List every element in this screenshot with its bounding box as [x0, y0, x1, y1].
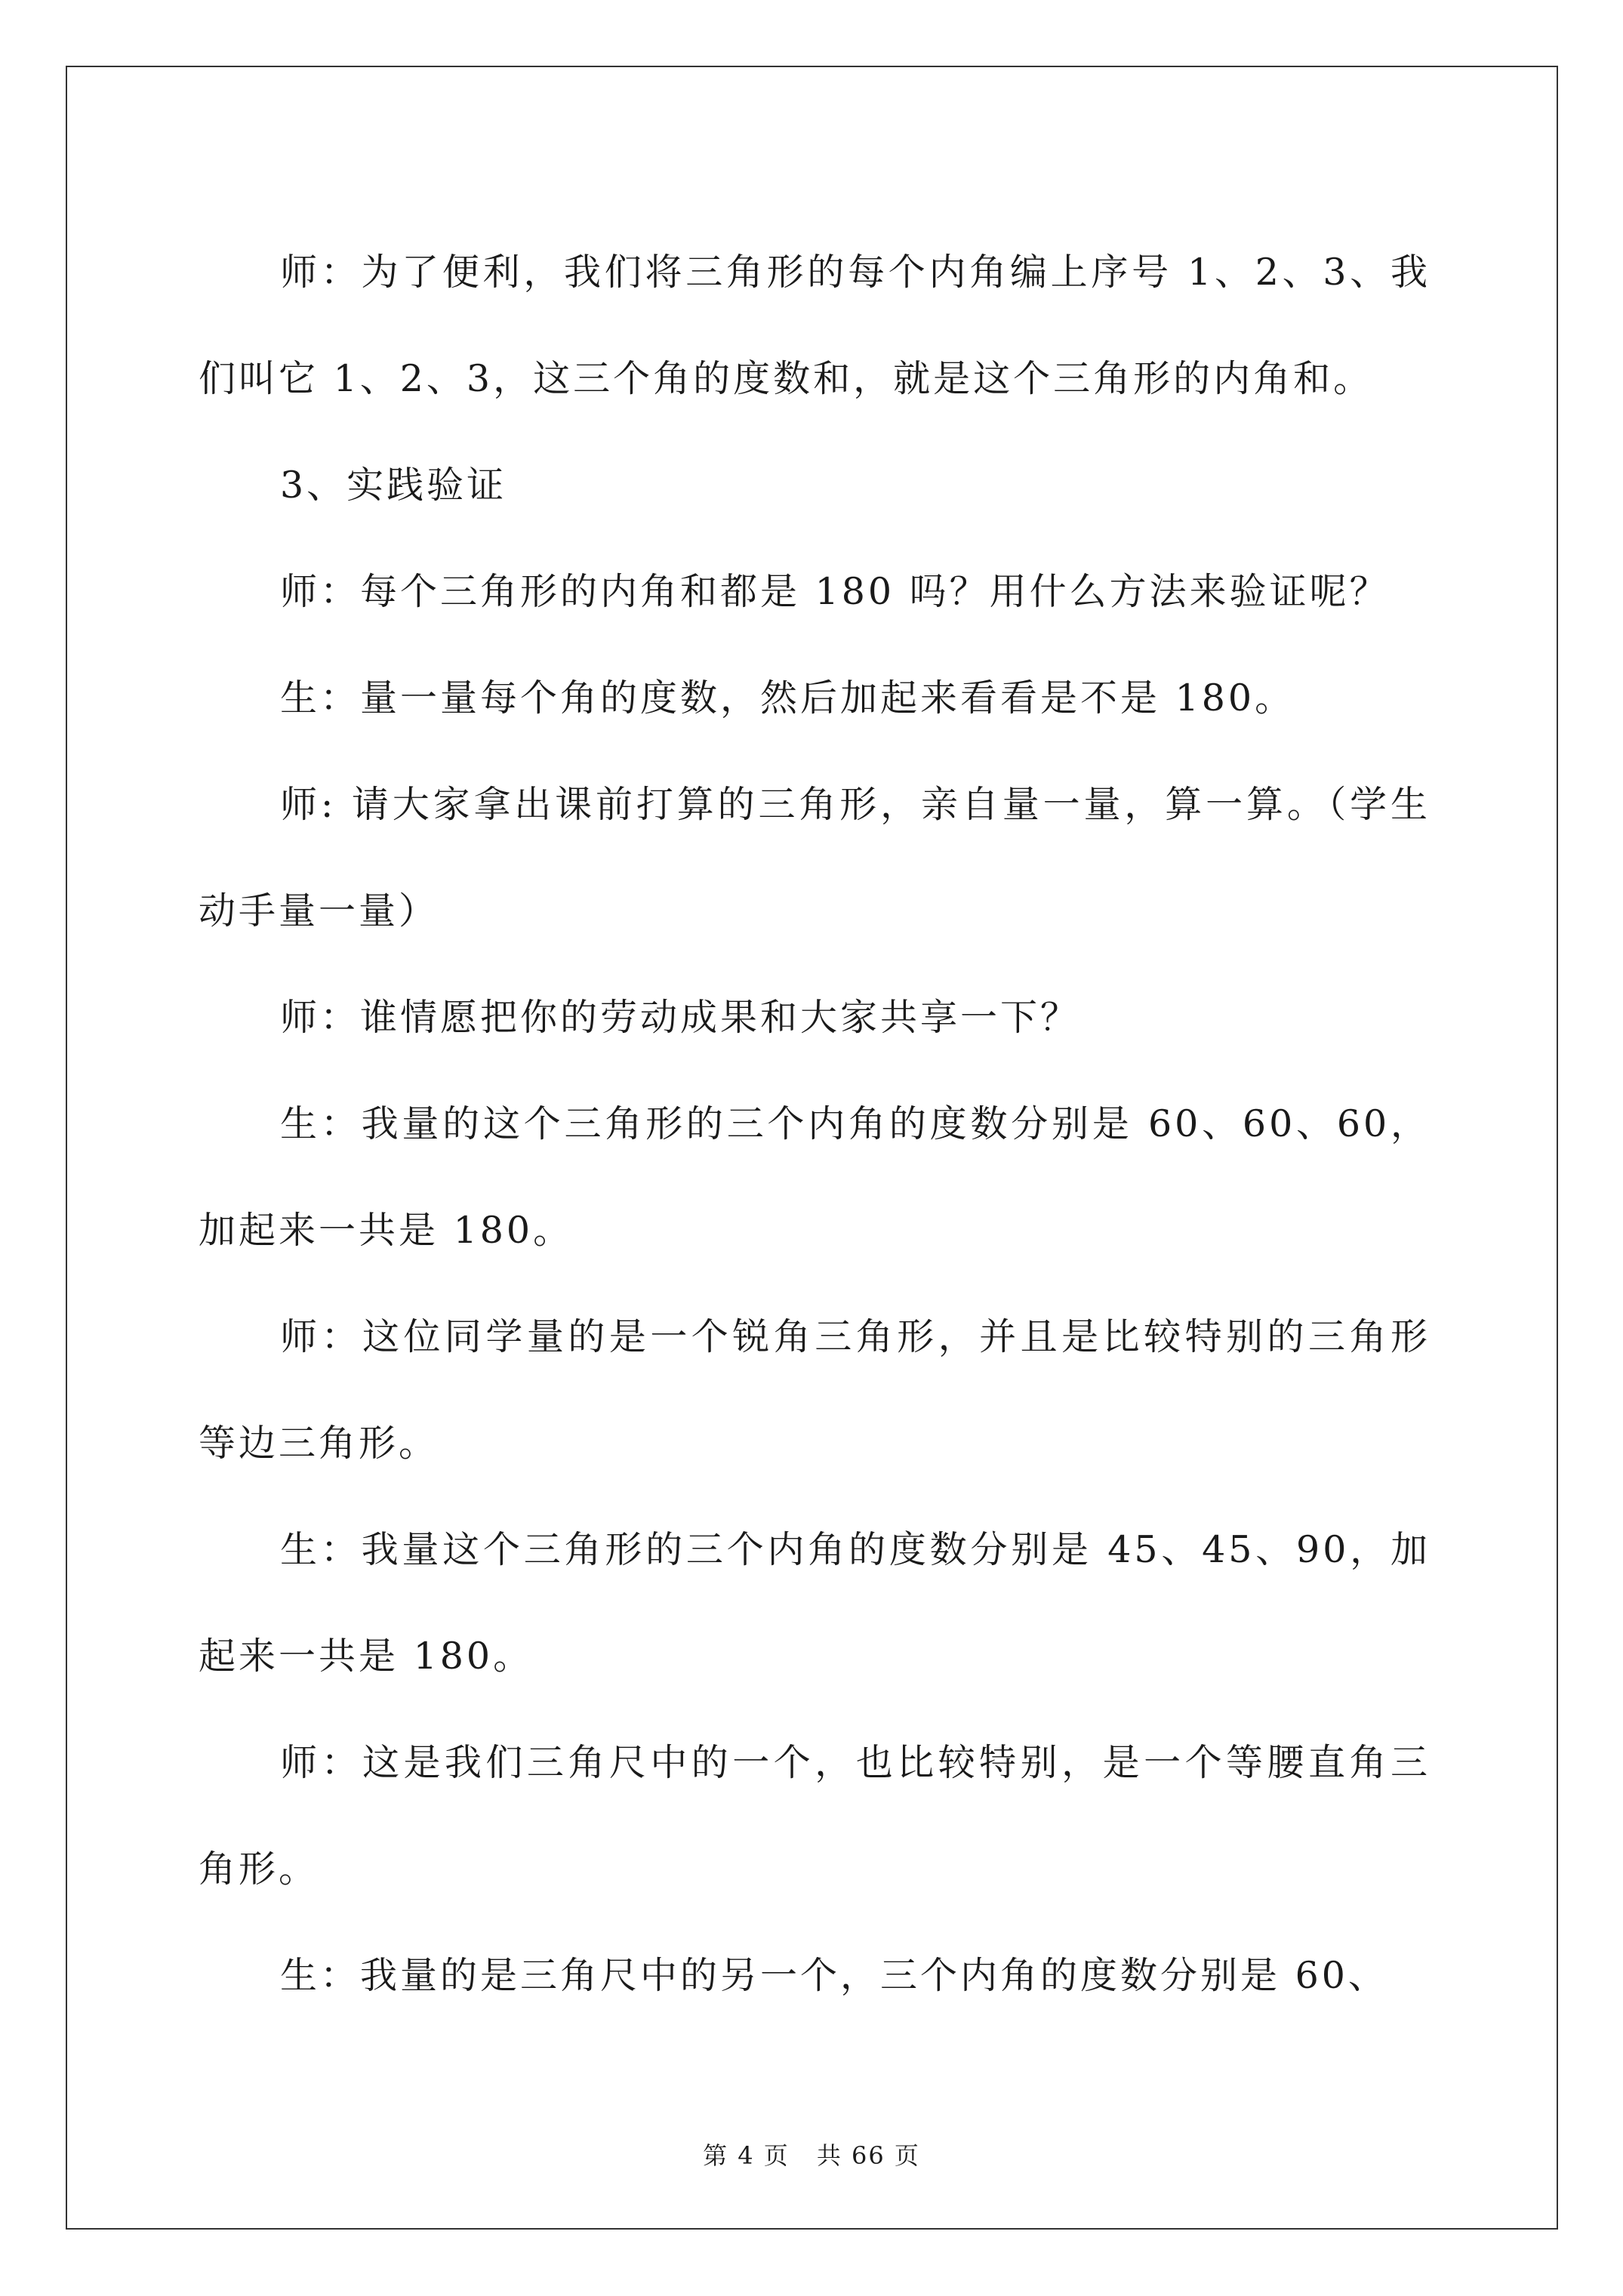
paragraph-7: 生：我量的这个三角形的三个内角的度数分别是 60、60、60，加起来一共是 180。	[199, 1102, 1431, 1252]
paragraph-1: 师：为了便利，我们将三角形的每个内角编上序号 1、2、3、我们叫它 1、2、3，这三个角的度数和，就是这个三角形的内角和。	[199, 251, 1431, 400]
paragraph-3: 师：每个三角形的内角和都是 180 吗？用什么方法来验证呢？	[280, 570, 1390, 613]
paragraph-2-heading: 3、实践验证	[280, 464, 507, 507]
page-number: 第 4 页	[703, 2141, 790, 2170]
document-body	[199, 219, 1431, 2029]
paragraph-4: 生：量一量每个角的度数，然后加起来看看是不是 180。	[280, 676, 1295, 720]
paragraph-5: 师: 请大家拿出课前打算的三角形，亲自量一量，算一算。（学生动手量一量）	[199, 783, 1431, 932]
page-footer	[0, 2137, 1623, 2171]
page-total: 共 66 页	[816, 2141, 920, 2170]
paragraph-8: 师：这位同学量的是一个锐角三角形，并且是比较特别的三角形等边三角形。	[199, 1315, 1431, 1465]
paragraph-9: 生：我量这个三角形的三个内角的度数分别是 45、45、90，加起来一共是 180。	[199, 1528, 1431, 1678]
paragraph-11: 生：我量的是三角尺中的另一个，三个内角的度数分别是 60、	[280, 1954, 1388, 1997]
paragraph-6: 师：谁情愿把你的劳动成果和大家共享一下？	[280, 996, 1081, 1039]
paragraph-10: 师：这是我们三角尺中的一个，也比较特别，是一个等腰直角三角形。	[199, 1741, 1431, 1891]
